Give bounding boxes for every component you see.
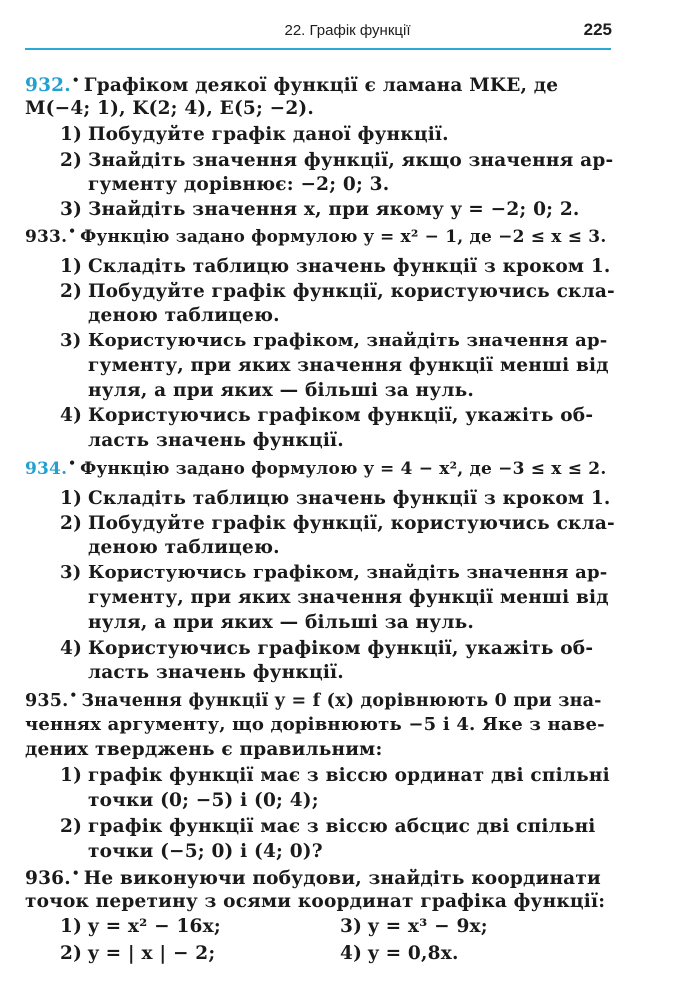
problem-933-item-3: 3) Користуючись графіком, знайдіть значення ар-: [60, 330, 608, 351]
problem-number: 936.: [25, 868, 71, 889]
problem-935-item-2-cont: точки (−5; 0) і (4; 0)?: [88, 841, 323, 862]
difficulty-dot-icon: •: [69, 688, 78, 702]
problem-number: 933.: [25, 227, 68, 247]
problem-936-item-3: 3) y = x³ − 9x;: [340, 916, 488, 937]
problem-935-line-1: 935.• Значення функції y = f (x) дорівнюють 0 при зна-: [25, 688, 602, 711]
problem-932-line-1: 932.• Графіком деякої функції є ламана MKE, де: [25, 73, 559, 96]
problem-933-line-1: 933.• Функцію задано формулою y = x² − 1, де −2 ≤ x ≤ 3.: [25, 224, 607, 247]
difficulty-dot-icon: •: [71, 73, 80, 87]
problem-932-item-2-cont: гументу дорівнює: −2; 0; 3.: [88, 174, 390, 195]
problem-934-item-3-cont-1: гументу, при яких значення функції менші від: [88, 587, 609, 608]
problem-933-item-4: 4) Користуючись графіком функції, укажіть об-: [60, 405, 594, 426]
difficulty-dot-icon: •: [68, 224, 77, 238]
problem-933-item-4-cont: ласть значень функції.: [88, 430, 344, 451]
problem-935-item-1: 1) графік функції має з віссю ординат дві спільні: [60, 765, 610, 786]
problem-933-item-3-cont-2: нуля, а при яких — більші за нуль.: [88, 380, 474, 401]
problem-934-line-1: 934.• Функцію задано формулою y = 4 − x², де −3 ≤ x ≤ 2.: [25, 456, 607, 479]
problem-933-item-3-cont-1: гументу, при яких значення функції менші від: [88, 355, 609, 376]
problem-933-item-2-cont: деною таблицею.: [88, 305, 280, 326]
problem-number: 934.: [25, 459, 68, 479]
problem-935-item-2: 2) графік функції має з віссю абсцис дві спільні: [60, 816, 596, 837]
problem-932-item-2: 2) Знайдіть значення функції, якщо значення ар-: [60, 150, 614, 171]
problem-935-line-2: ченнях аргументу, що дорівнюють −5 і 4. Яке з наве-: [25, 714, 605, 735]
page-number: 225: [583, 20, 612, 39]
problem-number: 935.: [25, 691, 69, 711]
problem-934-item-3-cont-2: нуля, а при яких — більші за нуль.: [88, 612, 474, 633]
problem-936-line-2: точок перетину з осями координат графіка функції:: [25, 891, 606, 912]
problem-932-item-1: 1) Побудуйте графік даної функції.: [60, 124, 449, 145]
problem-936-item-2: 2) y = | x | − 2;: [60, 943, 216, 964]
problem-932-item-3: 3) Знайдіть значення x, при якому y = −2; 0; 2.: [60, 199, 580, 220]
problem-933-item-1: 1) Складіть таблицю значень функції з кроком 1.: [60, 256, 611, 277]
problem-934-item-2-cont: деною таблицею.: [88, 537, 280, 558]
problem-935-item-1-cont: точки (0; −5) і (0; 4);: [88, 790, 319, 811]
problem-935-line-3: дених тверджень є правильним:: [25, 739, 383, 760]
problem-number: 932.: [25, 75, 71, 96]
difficulty-dot-icon: •: [68, 456, 77, 470]
problem-934-item-4: 4) Користуючись графіком функції, укажіть об-: [60, 638, 594, 659]
problem-934-item-4-cont: ласть значень функції.: [88, 662, 344, 683]
problem-933-item-2: 2) Побудуйте графік функції, користуючись скла-: [60, 281, 615, 302]
problem-934-item-3: 3) Користуючись графіком, знайдіть значення ар-: [60, 562, 608, 583]
problem-936-item-4: 4) y = 0,8x.: [340, 943, 459, 964]
problem-934-item-1: 1) Складіть таблицю значень функції з кроком 1.: [60, 488, 611, 509]
problem-934-item-2: 2) Побудуйте графік функції, користуючись скла-: [60, 513, 615, 534]
problem-932-line-2: M(−4; 1), K(2; 4), E(5; −2).: [25, 98, 315, 119]
difficulty-dot-icon: •: [71, 866, 80, 880]
running-header-title: 22. Графік функції: [284, 22, 411, 39]
problem-936-line-1: 936.• Не виконуючи побудови, знайдіть координати: [25, 866, 601, 889]
header-rule: [25, 48, 611, 50]
problem-936-item-1: 1) y = x² − 16x;: [60, 916, 221, 937]
